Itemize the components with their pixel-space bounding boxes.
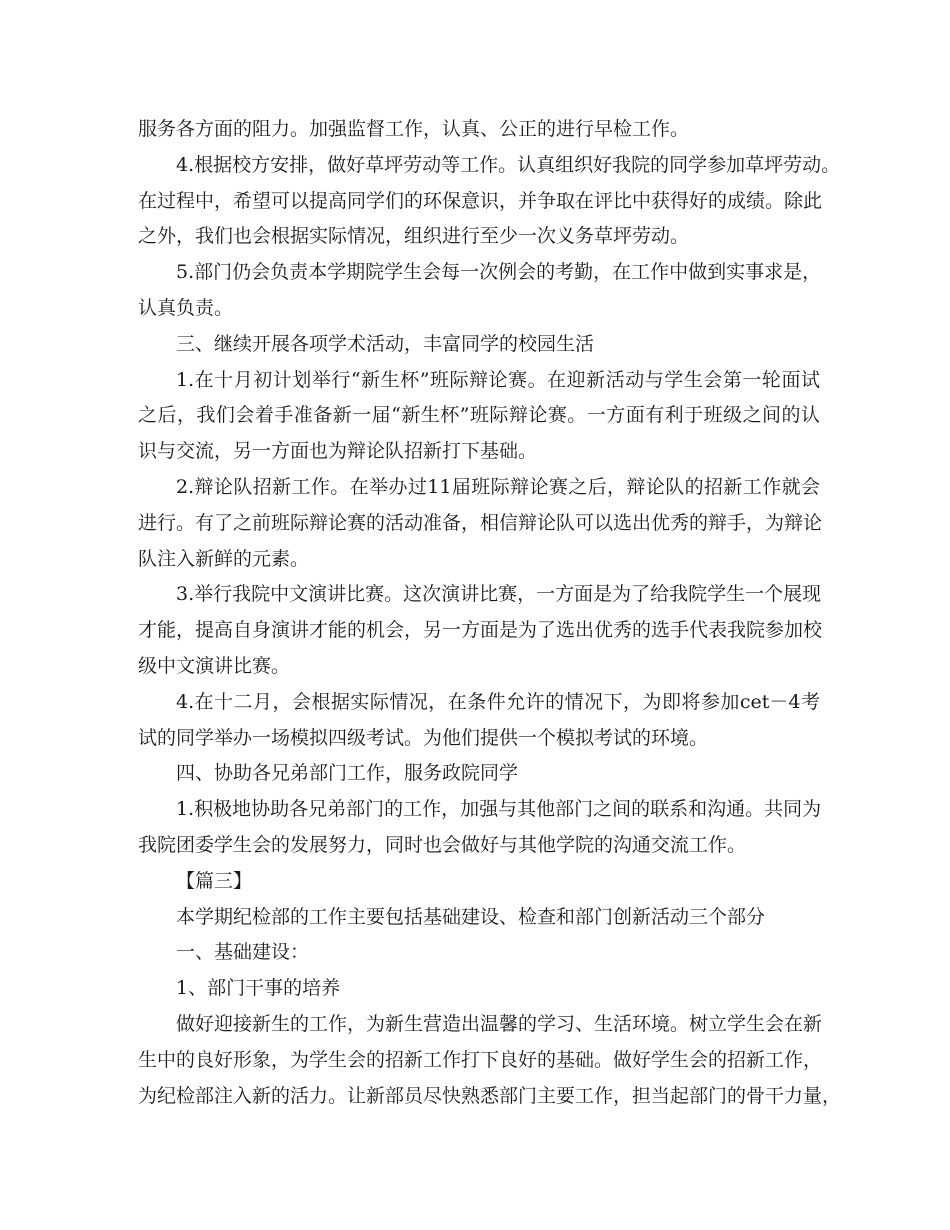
text-line: 进行。有了之前班际辩论赛的活动准备，相信辩论队可以选出优秀的辩手，为辩论 xyxy=(138,511,823,534)
section-heading: 三、继续开展各项学术活动，丰富同学的校园生活 xyxy=(176,332,595,355)
text-line: 4.在十二月，会根据实际情况，在条件允许的情况下，为即将参加cet－4考 xyxy=(176,690,820,713)
text-line: 之外，我们也会根据实际情况，组织进行至少一次义务草坪劳动。 xyxy=(138,225,690,248)
text-line: 本学期纪检部的工作主要包括基础建设、检查和部门创新活动三个部分 xyxy=(176,905,766,928)
section-heading: 四、协助各兄弟部门工作，服务政院同学 xyxy=(176,762,519,785)
text-line: 级中文演讲比赛。 xyxy=(138,654,291,677)
text-line: 试的同学举办一场模拟四级考试。为他们提供一个模拟考试的环境。 xyxy=(138,726,709,749)
text-line: 服务各方面的阻力。加强监督工作，认真、公正的进行早检工作。 xyxy=(138,118,690,140)
text-line: 4.根据校方安排，做好草坪劳动等工作。认真组织好我院的同学参加草坪劳动。 xyxy=(176,153,841,176)
text-line: 生中的良好形象，为学生会的招新工作打下良好的基础。做好学生会的招新工作， xyxy=(138,1048,823,1071)
document-body xyxy=(138,112,842,1114)
text-line: 在过程中，希望可以提高同学们的环保意识，并争取在评比中获得好的成绩。除此 xyxy=(138,189,823,212)
text-line: 做好迎接新生的工作，为新生营造出温馨的学习、生活环境。树立学生会在新 xyxy=(176,1012,823,1035)
part-heading: 【篇三】 xyxy=(176,869,253,892)
text-line: 之后，我们会着手准备新一届“新生杯”班际辩论赛。一方面有利于班级之间的认 xyxy=(138,404,820,427)
section-heading: 一、基础建设： xyxy=(176,941,310,964)
text-line: 我院团委学生会的发展努力，同时也会做好与其他学院的沟通交流工作。 xyxy=(138,833,747,856)
text-line: 2.辩论队招新工作。在举办过11届班际辩论赛之后，辩论队的招新工作就会 xyxy=(176,475,820,498)
text-line: 3.举行我院中文演讲比赛。这次演讲比赛，一方面是为了给我院学生一个展现 xyxy=(176,583,822,606)
text-line: 队注入新鲜的元素。 xyxy=(138,547,310,570)
subsection-heading: 1、部门干事的培养 xyxy=(176,977,341,1000)
text-line: 为纪检部注入新的活力。让新部员尽快熟悉部门主要工作，担当起部门的骨干力量， xyxy=(138,1084,842,1107)
text-line: 识与交流，另一方面也为辩论队招新打下基础。 xyxy=(138,440,538,463)
text-line: 5.部门仍会负责本学期院学生会每一次例会的考勤，在工作中做到实事求是， xyxy=(176,261,822,284)
text-line: 1.积极地协助各兄弟部门的工作，加强与其他部门之间的联系和沟通。共同为 xyxy=(176,798,822,821)
text-line: 1.在十月初计划举行“新生杯”班际辩论赛。在迎新活动与学生会第一轮面试 xyxy=(176,368,820,391)
text-line: 才能，提高自身演讲才能的机会，另一方面是为了选出优秀的选手代表我院参加校 xyxy=(138,619,823,642)
text-line: 认真负责。 xyxy=(138,296,234,319)
